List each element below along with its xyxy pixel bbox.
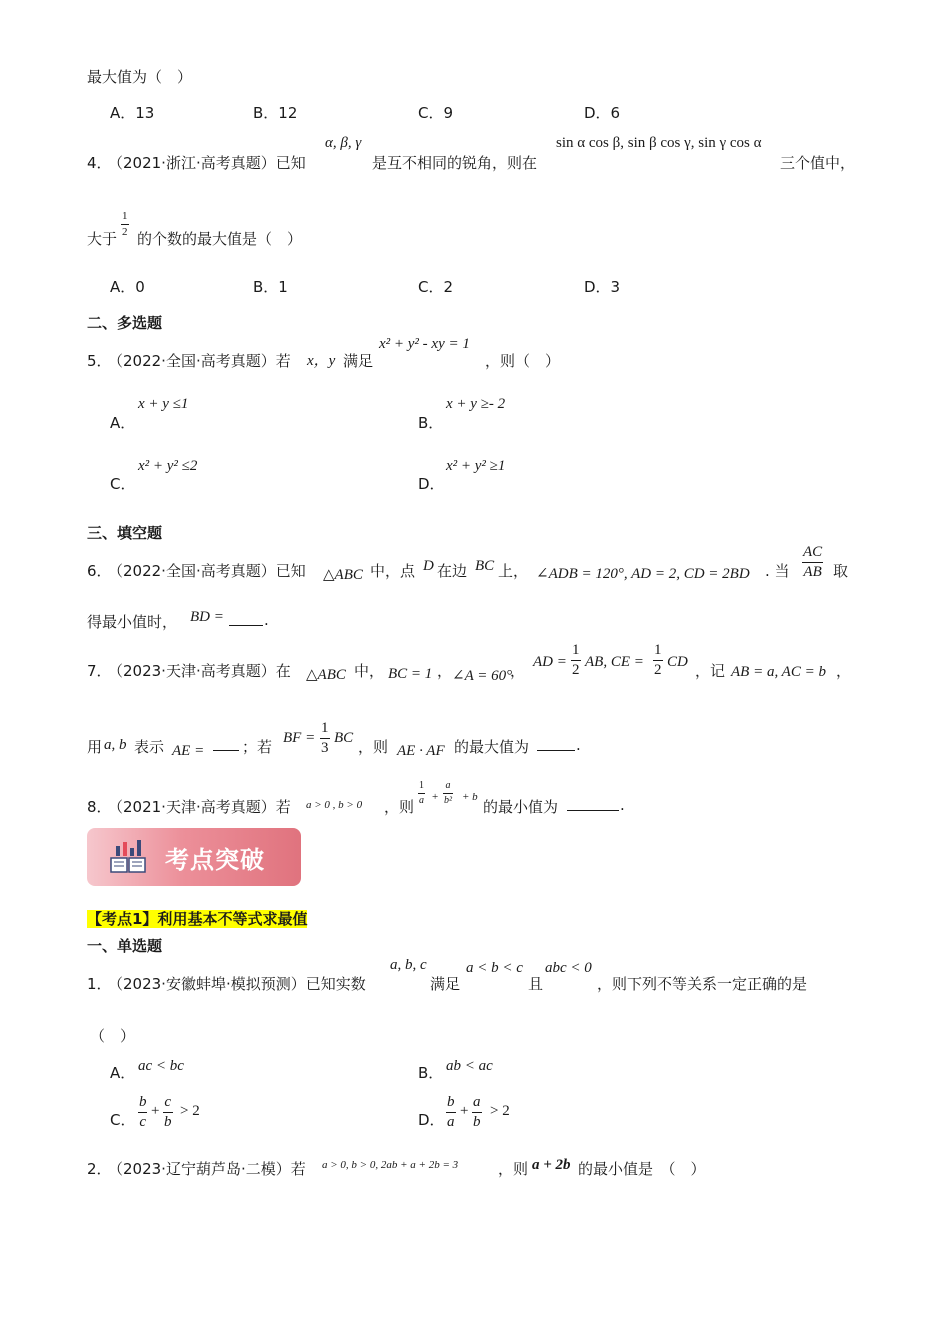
q4-option-b: B．1 (253, 278, 288, 296)
q8-number: 8． (87, 798, 112, 816)
q6-frac-num: AC (803, 544, 823, 560)
q7-ad: AD = (533, 654, 567, 670)
q7-angle: ∠A = 60° (452, 668, 513, 684)
q8-plus: + (432, 791, 439, 803)
p1-option-c-frac-2 (163, 1095, 173, 1130)
q7-source: （2023·天津·高考真题）在 (108, 662, 291, 680)
q7-text-2: ， (437, 662, 453, 680)
p1-abc: abc < 0 (545, 960, 592, 976)
q5-option-d-expr: x² + y² ≥1 (446, 458, 506, 474)
q4-source: （2021·浙江·高考真题）已知 (108, 154, 306, 172)
question-3-tail: 最大值为（ ） (87, 68, 193, 86)
q7-text-5: ， (836, 662, 852, 680)
q4-option-d: D．3 (584, 278, 621, 296)
q6-side-bc: BC (475, 558, 495, 574)
banner-title: 考点突破 (165, 846, 265, 874)
q5-vars: x，y (307, 353, 336, 369)
q7-bf-num: 1 (321, 720, 329, 736)
q8-source: （2021·天津·高考真题）若 (108, 798, 291, 816)
p1-c-f1-num: b (139, 1094, 147, 1110)
p1-d-f2-num: a (473, 1094, 481, 1110)
q7-ce-fraction (653, 643, 663, 678)
q5-text-end: ，则（ ） (485, 352, 561, 370)
q8-plus-b: + b (462, 791, 478, 803)
q6-number: 6． (87, 562, 112, 580)
q6-text-2: 在边 (437, 562, 468, 580)
p1-c-f2-num: c (164, 1094, 172, 1110)
q6-point-d: D (423, 558, 434, 574)
p1-option-b-expr: ab < ac (446, 1058, 493, 1074)
q7-ce-den: 2 (654, 662, 662, 678)
q5-option-a-label: A． (110, 414, 136, 432)
p1-option-d-tail: > 2 (490, 1103, 510, 1119)
q7-ad-fraction (571, 643, 581, 678)
q4-half-num: 1 (122, 210, 128, 222)
q6-line2-pre: 得最小值时， (87, 613, 178, 631)
q7-answer-blank-2[interactable] (537, 737, 575, 751)
q6-fraction (802, 545, 823, 580)
p1-option-a-expr: ac < bc (138, 1058, 184, 1074)
topic-1-label (87, 908, 307, 929)
p2-text-2: 的最小值是 （ ） (578, 1160, 706, 1178)
q7-bf: BF = (283, 730, 316, 746)
q4-option-a: A．0 (110, 278, 145, 296)
q7-text-7: ；若 (242, 738, 273, 756)
q8-condition: a > 0 , b > 0 (306, 799, 363, 811)
p1-c-f2-den: b (164, 1114, 172, 1130)
q6-bd: BD = (190, 609, 224, 625)
p1-option-a-label: A． (110, 1064, 136, 1082)
q5-option-a-expr: x + y ≤1 (138, 396, 189, 412)
q7-answer-blank-1[interactable] (213, 737, 239, 751)
q7-bf-tail: BC (334, 730, 354, 746)
q3-option-d: D．6 (584, 104, 621, 122)
p1-c-f1-den: c (139, 1114, 147, 1130)
q5-option-b-expr: x + y ≥- 2 (446, 396, 506, 412)
p2-number: 2． (87, 1160, 112, 1178)
q7-bc: BC = 1 (388, 666, 433, 682)
section-single-choice-title: 一、单选题 (87, 937, 163, 955)
q5-text-mid: 满足 (343, 352, 374, 370)
p1-source: （2023·安徽蚌埠·模拟预测）已知实数 (108, 975, 366, 993)
q4-line2-post: 的个数的最大值是（ ） (137, 230, 303, 248)
q4-option-c: C．2 (418, 278, 454, 296)
q4-half-fraction (121, 211, 129, 238)
p1-d-f1-num: b (447, 1094, 455, 1110)
q6-text-5: 取 (833, 562, 849, 580)
q6-text-3: 上， (498, 562, 529, 580)
q5-option-c-label: C． (110, 475, 136, 493)
q6-text-4: . 当 (765, 562, 790, 580)
p2-text-1: ，则 (498, 1160, 529, 1178)
q6-answer-blank[interactable] (229, 612, 263, 626)
q5-condition: x² + y² - xy = 1 (379, 336, 470, 352)
q4-vars: α, β, γ (325, 135, 362, 151)
section-multi-choice-title: 二、多选题 (87, 314, 163, 332)
q7-text-8: ，则 (358, 738, 389, 756)
q7-ab-vars: a, b (104, 737, 127, 753)
q4-text-mid: 是互不相同的锐角，则在 (372, 154, 538, 172)
q4-expr: sin α cos β, sin β cos γ, sin γ cos α (556, 135, 762, 151)
p1-option-c-label: C． (110, 1111, 136, 1129)
q7-text-9: 的最大值为 (454, 738, 530, 756)
p1-text-2: 且 (528, 975, 544, 993)
q7-ab-ac: AB = a, AC = b (731, 664, 826, 680)
q7-text-4: ，记 (695, 662, 726, 680)
q5-option-d-label: D． (418, 475, 445, 493)
p1-option-b-label: B． (418, 1064, 444, 1082)
q7-ad-tail: AB, CE = (585, 654, 644, 670)
q4-half-den: 2 (122, 226, 128, 238)
book-chart-icon (107, 836, 149, 878)
q8-f1-num: 1 (419, 780, 424, 791)
q7-text-6: 表示 (134, 738, 165, 756)
q6-line2-post: . (264, 611, 269, 629)
q5-source: （2022·全国·高考真题）若 (108, 352, 291, 370)
q7-triangle: △ABC (306, 667, 346, 683)
p1-option-d-label: D． (418, 1111, 445, 1129)
p2-source: （2023·辽宁葫芦岛·二模）若 (108, 1160, 306, 1178)
q6-condition: ∠ADB = 120°, AD = 2, CD = 2BD (536, 566, 750, 582)
q7-ad-den: 2 (572, 662, 580, 678)
p1-option-c-plus: + (151, 1103, 160, 1119)
p1-d-f2-den: b (473, 1114, 481, 1130)
p1-text-3: ，则下列不等关系一定正确的是 (597, 975, 808, 993)
q8-end: . (620, 796, 625, 814)
p1-vars: a, b, c (390, 957, 427, 973)
p1-option-d-frac-1 (446, 1095, 456, 1130)
section-fill-blank-title: 三、填空题 (87, 524, 163, 542)
q4-text-end: 三个值中， (780, 154, 856, 172)
section-banner (87, 828, 301, 886)
q8-text-2: 的最小值为 (483, 798, 559, 816)
p1-option-c-tail: > 2 (180, 1103, 200, 1119)
q8-fraction-1 (418, 781, 425, 806)
q3-option-c: C．9 (418, 104, 454, 122)
p1-option-d-frac-2 (472, 1095, 482, 1130)
q7-line2-pre: 用 (87, 738, 103, 756)
q7-bf-fraction (320, 721, 330, 756)
q5-option-c-expr: x² + y² ≤2 (138, 458, 198, 474)
q5-number: 5． (87, 352, 112, 370)
q8-f2-num: a (445, 780, 451, 791)
q8-fraction-2 (443, 781, 453, 806)
p1-d-f1-den: a (447, 1114, 455, 1130)
q8-f2-den: b² (444, 795, 452, 806)
q6-triangle: △ABC (323, 567, 363, 583)
q7-text-3: ， (510, 662, 526, 680)
q6-text-1: 中，点 (370, 562, 416, 580)
p2-expr: a + 2b (532, 1157, 571, 1173)
p1-option-d-plus: + (460, 1103, 469, 1119)
q3-option-b: B．12 (253, 104, 298, 122)
q7-text-1: 中， (354, 662, 385, 680)
q8-f1-den: a (419, 795, 424, 806)
q8-text-1: ，则 (384, 798, 415, 816)
q8-answer-blank[interactable] (567, 797, 619, 811)
p1-option-c-frac-1 (138, 1095, 148, 1130)
topic-1-highlight: 【考点1】利用基本不等式求最值 (87, 910, 308, 928)
q7-ae-af: AE · AF (397, 743, 445, 759)
p1-text-1: 满足 (430, 975, 461, 993)
q7-bf-den: 3 (321, 740, 329, 756)
q5-option-b-label: B． (418, 414, 444, 432)
q6-frac-den: AB (803, 564, 822, 580)
q7-ce-num: 1 (654, 642, 662, 658)
q7-number: 7． (87, 662, 112, 680)
q6-source: （2022·全国·高考真题）已知 (108, 562, 306, 580)
q4-number: 4． (87, 154, 112, 172)
q4-line2-pre: 大于 (87, 230, 118, 248)
p1-ineq: a < b < c (466, 960, 523, 976)
p2-condition: a > 0, b > 0, 2ab + a + 2b = 3 (322, 1159, 459, 1171)
q7-end: . (576, 736, 581, 754)
q7-ce-tail: CD (667, 654, 688, 670)
p1-line2: （ ） (90, 1027, 136, 1045)
p1-number: 1． (87, 975, 112, 993)
q7-ad-num: 1 (572, 642, 580, 658)
q7-ae: AE = (172, 743, 205, 759)
q3-option-a: A．13 (110, 104, 155, 122)
